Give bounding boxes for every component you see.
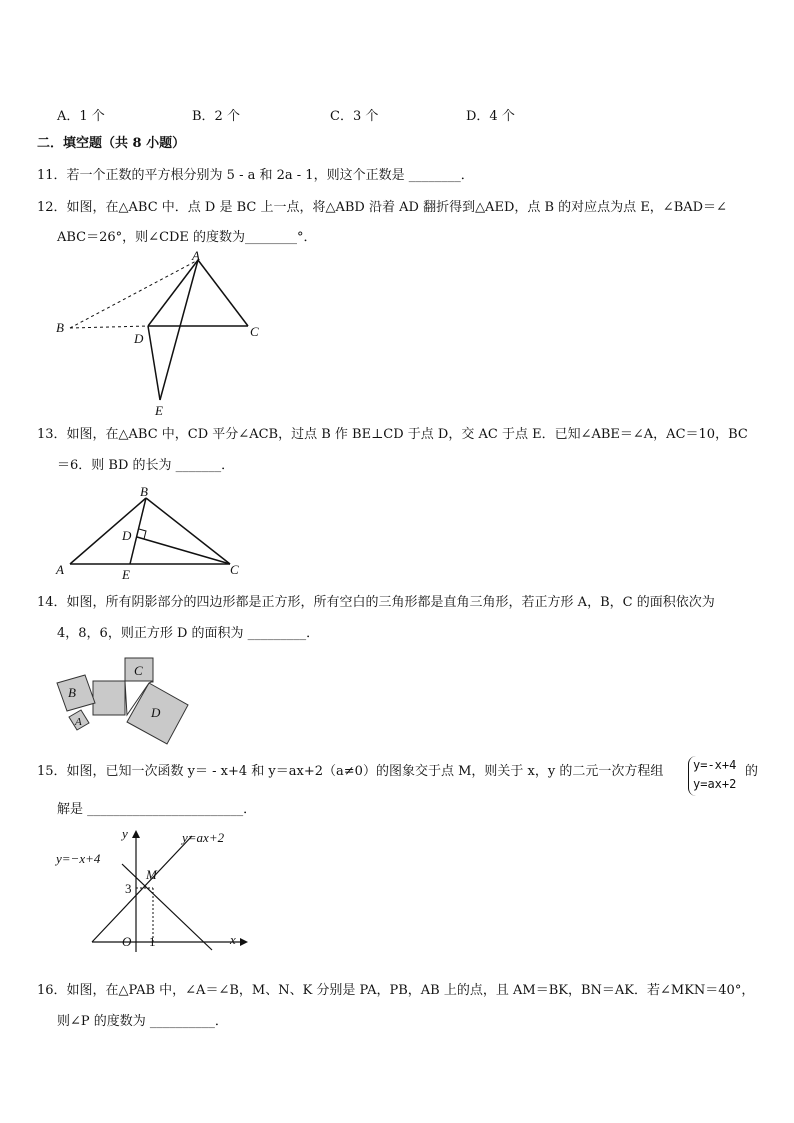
figure-13 — [50, 482, 250, 582]
label-C: C — [230, 562, 239, 577]
figure-15 — [52, 824, 252, 954]
question-13-line1: 13．如图，在△ABC 中，CD 平分∠ACB，过点 B 作 BE⊥CD 于点 D，交 AC 于点 E．已知∠ABE＝∠A，AC＝10，BC — [37, 427, 748, 442]
question-13-line2: ＝6．则 BD 的长为 _______． — [57, 458, 235, 473]
section-title: 二．填空题（共 8 小题） — [37, 136, 186, 151]
option-c: C．3 个 — [330, 109, 379, 124]
question-12-line2: ABC＝26°，则∠CDE 的度数为________°． — [57, 230, 317, 245]
label-E: E — [155, 403, 163, 418]
label-A: A — [192, 248, 200, 263]
segment-AE — [160, 260, 198, 400]
label-line2: y=ax+2 — [182, 830, 225, 845]
question-11: 11．若一个正数的平方根分别为 5 - a 和 2a - 1，则这个正数是 ________． — [37, 168, 474, 183]
label-M: M — [146, 867, 157, 882]
label-y: y — [122, 826, 128, 841]
label-E: E — [122, 567, 130, 582]
label-D: D — [151, 705, 161, 720]
dashed-BD — [70, 326, 148, 328]
label-D: D — [122, 528, 132, 543]
equation-1: y=-x+4 — [693, 758, 737, 772]
question-16-line1: 16．如图，在△PAB 中，∠A＝∠B，M、N、K 分别是 PA，PB，AB 上的点，且 AM＝BK，BN＝AK．若∠MKN＝40°， — [37, 983, 755, 998]
segment-CD — [137, 537, 230, 564]
question-16-line2: 则∠P 的度数为 __________． — [57, 1014, 228, 1029]
equation-2: y=ax+2 — [693, 777, 737, 791]
label-B: B — [56, 320, 64, 335]
question-12-line1: 12．如图，在△ABC 中．点 D 是 BC 上一点，将△ABD 沿着 AD 翻折得到△AED，点 B 的对应点为点 E，∠BAD＝∠ — [37, 200, 727, 215]
label-D: D — [134, 331, 144, 346]
question-15-line1: 15．如图，已知一次函数 y＝ - x+4 和 y＝ax+2（a≠0）的图象交于点 M，则关于 x，y 的二元一次方程组 — [37, 764, 664, 779]
segment-AB — [70, 498, 146, 564]
option-b: B．2 个 — [192, 109, 240, 124]
equation-system — [688, 756, 736, 796]
label-A: A — [56, 562, 64, 577]
tick-3: 3 — [125, 881, 132, 896]
segment-AC — [198, 260, 248, 326]
question-15-line2: 解是 ________________________． — [57, 802, 257, 817]
y-axis-arrow — [132, 830, 140, 838]
label-C: C — [250, 324, 259, 339]
center-square — [93, 681, 125, 715]
line-ax-plus-2 — [92, 836, 192, 942]
segment-BE — [130, 498, 146, 564]
label-C: C — [134, 663, 143, 678]
question-14-line2: 4，8，6，则正方形 D 的面积为 _________． — [57, 626, 320, 641]
segment-BC — [146, 498, 230, 564]
label-line1: y=−x+4 — [56, 851, 101, 866]
label-O: O — [122, 934, 132, 949]
label-A: A — [75, 716, 82, 728]
label-B: B — [140, 484, 148, 499]
question-15-de: 的 — [745, 764, 759, 779]
dashed-AB — [70, 260, 198, 328]
figure-12 — [50, 248, 280, 420]
option-d: D．4 个 — [466, 109, 515, 124]
square-B — [57, 675, 95, 711]
question-14-line1: 14．如图，所有阴影部分的四边形都是正方形，所有空白的三角形都是直角三角形，若正方形 A，B，C 的面积依次为 — [37, 595, 715, 610]
segment-DE — [148, 326, 160, 400]
label-B: B — [68, 685, 76, 700]
x-axis-arrow — [240, 938, 248, 946]
option-a: A．1 个 — [57, 109, 105, 124]
tick-1: 1 — [149, 934, 156, 949]
figure-14 — [55, 655, 195, 747]
segment-AD — [148, 260, 198, 326]
label-x: x — [230, 932, 236, 947]
